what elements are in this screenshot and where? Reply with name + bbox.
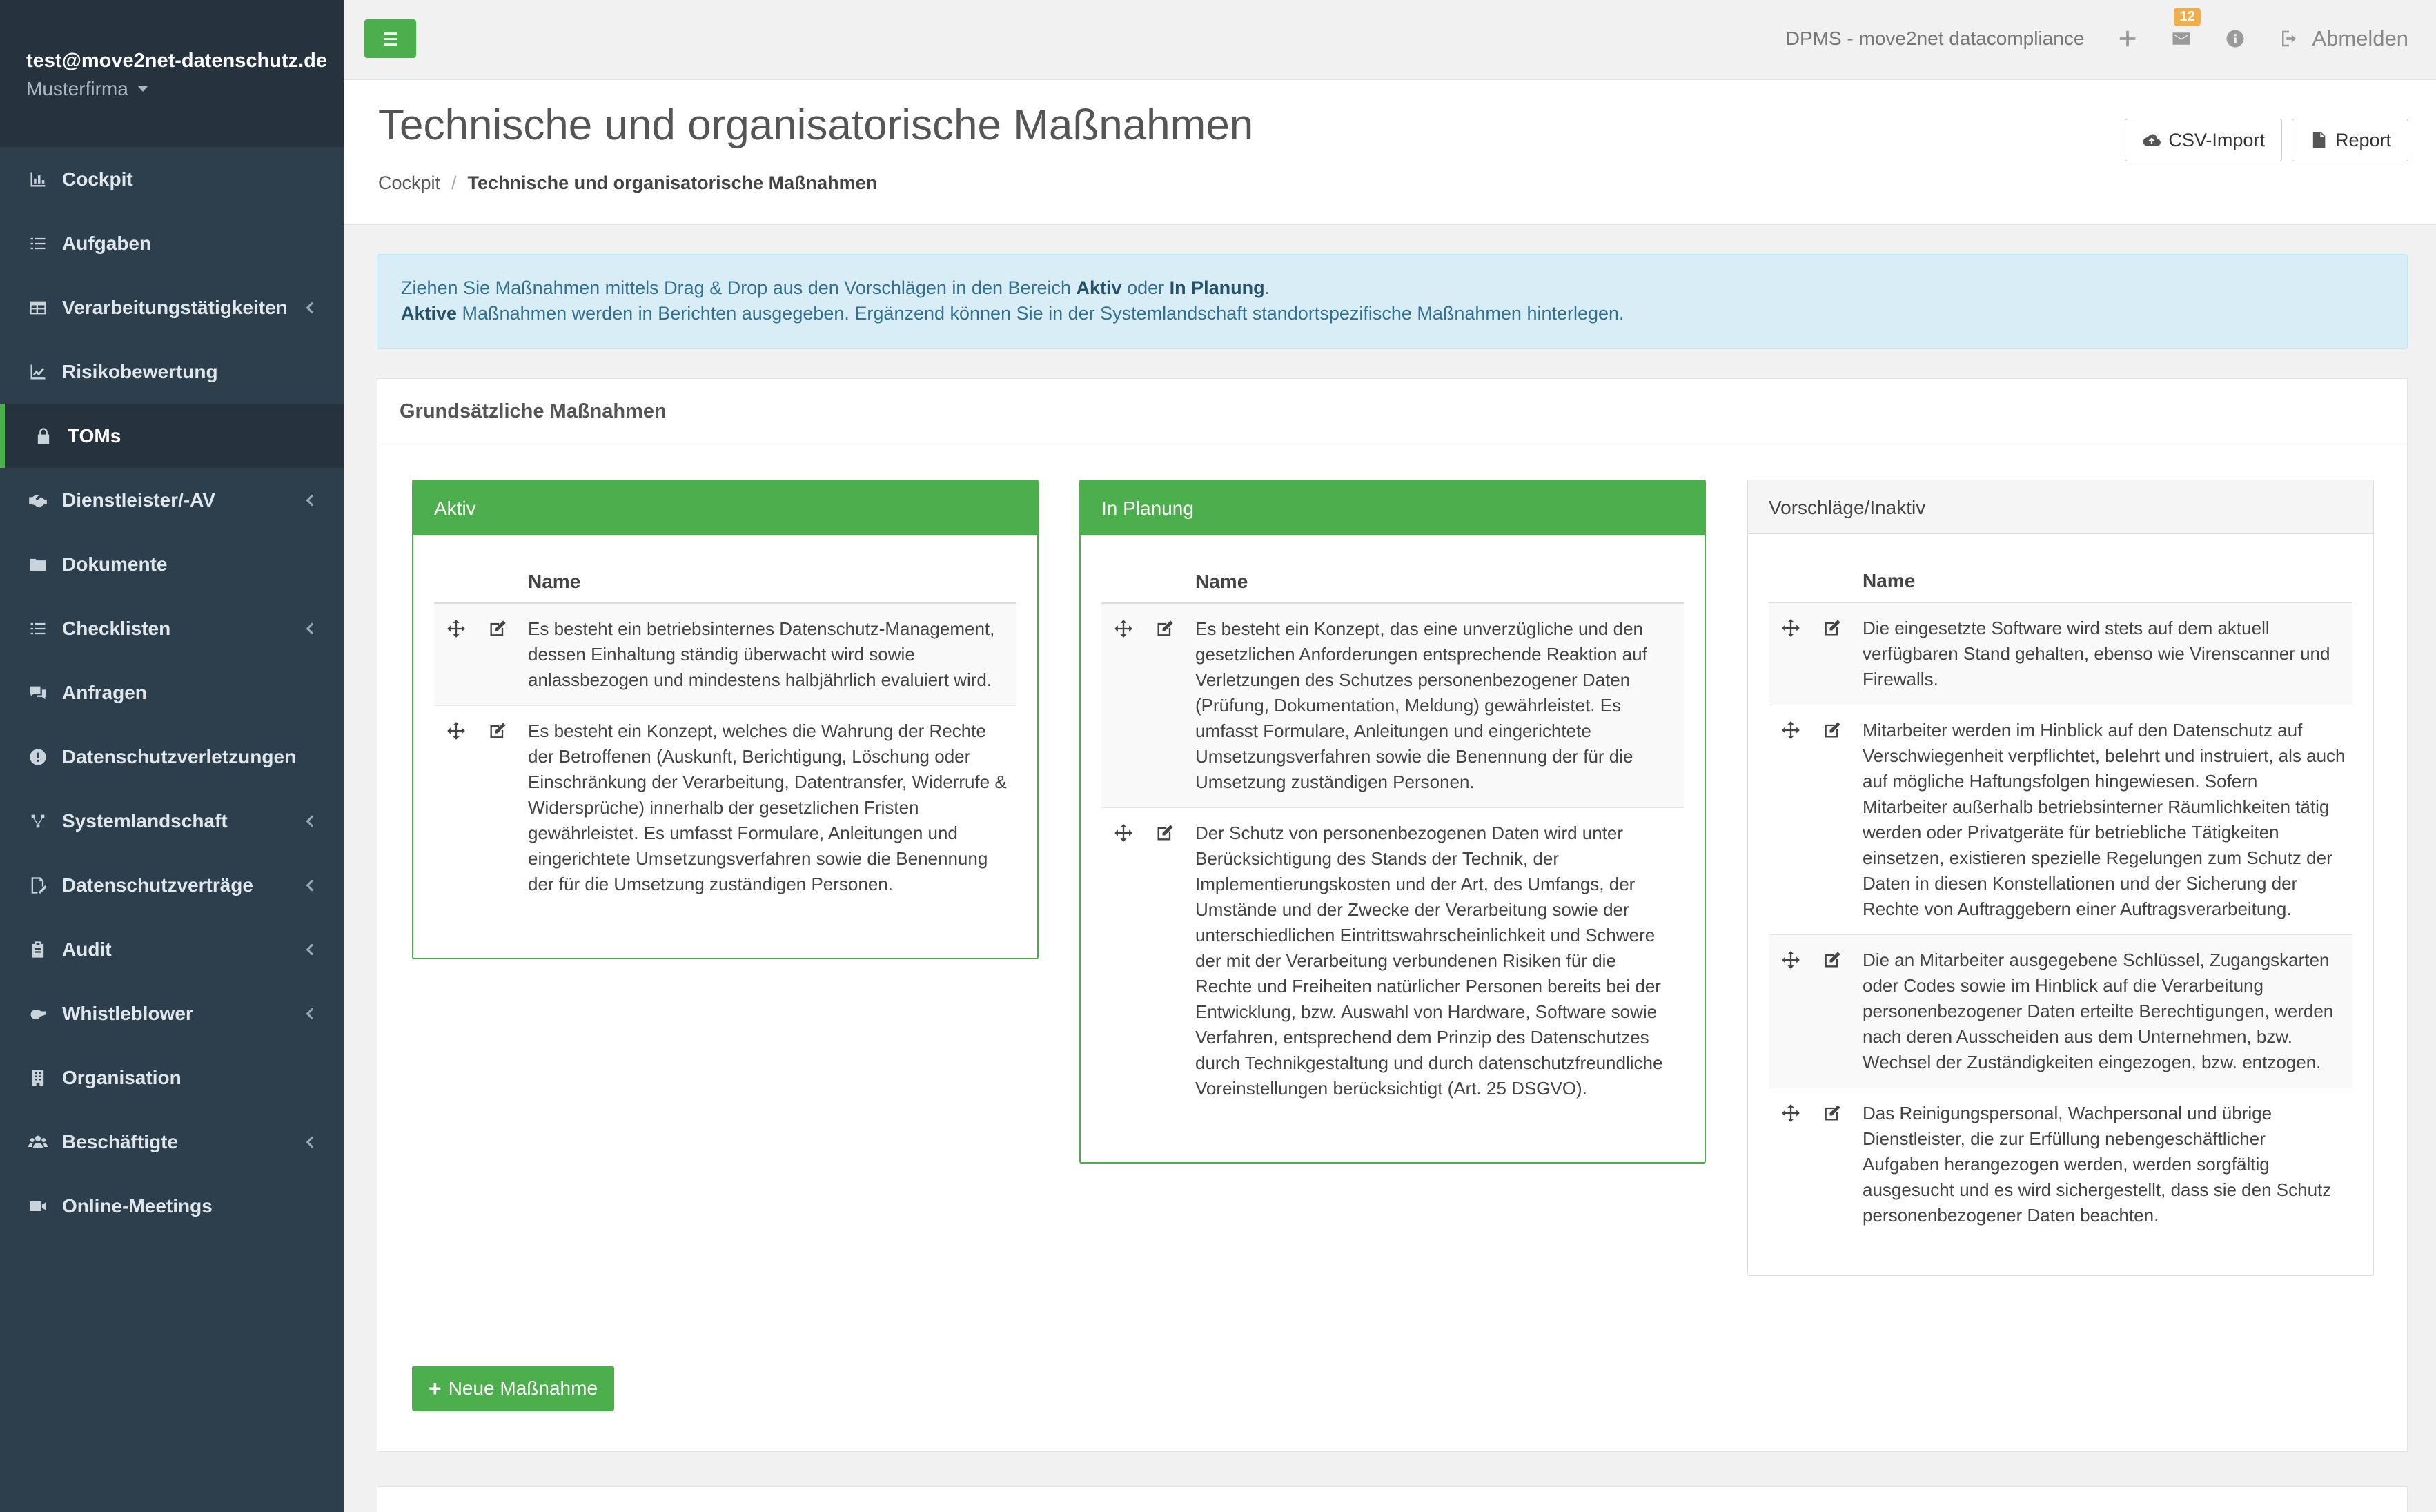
- header-buttons: [2125, 119, 2408, 161]
- measure-row[interactable]: [1769, 935, 2352, 1088]
- measure-name: Der Schutz von personenbezogenen Daten wird unter Berücksichtigung des Stands der Technik, der Implementierungskosten und der Art, des Umfangs, der Umstände und der Zwecke der Verarbeitung sowie der unterschiedlichen Eintrittswahrscheinlichkeit und Schwere der mit der Verarbeitung verbundenen Risiken für die Rechte und Freiheiten natürlicher Personen bereits bei der Entwicklung, bzw. Auswahl von Hardware, Software sowie Verfahren, entsprechend dem Prinzip des Datenschutzes durch Technikgestaltung und durch datenschutzfreundliche Voreinstellungen berücksichtigt (Art. 25 DSGVO).: [1195, 823, 1663, 1099]
- row-actions: [1769, 616, 1863, 692]
- new-measure-label: Neue Maßnahme: [448, 1377, 598, 1399]
- sidebar-item-label: Online-Meetings: [62, 1195, 213, 1217]
- chevron-left-icon: [306, 1008, 318, 1019]
- measure-row[interactable]: [1769, 1088, 2352, 1241]
- plus-icon: +: [429, 1375, 442, 1401]
- edit-icon[interactable]: [1823, 720, 1843, 741]
- chevron-left-icon: [306, 879, 318, 891]
- move-icon[interactable]: [1114, 823, 1134, 844]
- chevron-left-icon: [306, 1136, 318, 1148]
- sidebar-item-datenschutzverträge[interactable]: [0, 853, 344, 917]
- whistle-icon: [28, 1003, 48, 1024]
- company-name: Musterfirma: [26, 78, 128, 99]
- column-header-name: Name: [1769, 555, 2352, 603]
- file-pdf-icon: [2309, 130, 2328, 150]
- info-bold-aktiv: Aktiv: [1076, 277, 1122, 298]
- edit-icon[interactable]: [1823, 1103, 1843, 1124]
- measure-name: Die an Mitarbeiter ausgegebene Schlüssel, Zugangskarten oder Codes sowie im Hinblick auf die Verarbeitung personenbezogener Daten erteilte Berechtigungen, werden nach deren Ausscheiden aus dem Unternehmen, bzw. Wechsel der Zuständigkeiten eingezogen, bzw. entzogen.: [1863, 950, 2334, 1072]
- sidebar-item-label: Dienstleister/-AV: [62, 489, 215, 511]
- info-text: oder: [1121, 277, 1170, 298]
- csv-import-button[interactable]: [2125, 119, 2282, 161]
- column-header-name: Name: [1101, 556, 1684, 604]
- sidebar-item-risikobewertung[interactable]: [0, 340, 344, 404]
- info-bold-aktive: Aktive: [401, 303, 458, 324]
- sidebar-item-toms[interactable]: [0, 404, 344, 468]
- chevron-left-icon: [306, 494, 318, 506]
- row-actions: [434, 718, 528, 897]
- column-aktiv: [412, 480, 1039, 959]
- sidebar-item-label: Risikobewertung: [62, 360, 218, 382]
- sidebar-item-label: Beschäftigte: [62, 1130, 179, 1152]
- sidebar-item-aufgaben[interactable]: [0, 211, 344, 275]
- report-button[interactable]: [2292, 119, 2408, 161]
- measure-row[interactable]: [1769, 705, 2352, 935]
- video-icon: [28, 1196, 48, 1217]
- panel-title: Grundsätzliche Maßnahmen: [377, 379, 2407, 446]
- move-icon[interactable]: [1781, 720, 1802, 741]
- move-icon[interactable]: [1781, 618, 1802, 639]
- sidebar-item-label: Checklisten: [62, 617, 171, 639]
- column-title: Aktiv: [413, 481, 1037, 535]
- measure-name: Es besteht ein Konzept, welches die Wahrung der Rechte der Betroffenen (Auskunft, Berichtigung, Löschung oder Einschränkung der Verarbeitung, Datentransfer, Widerrufe & Widersprüche) innerhalb der gesetzlichen Fristen gewährleistet. Es umfasst Formulare, Anleitungen und eingerichtete Umsetzungsverfahren sowie die Benennung der für die Umsetzung zuständigen Personen.: [528, 720, 1007, 894]
- sidebar-item-anfragen[interactable]: [0, 660, 344, 725]
- sidebar-item-label: Dokumente: [62, 553, 168, 575]
- chevron-left-icon: [306, 302, 318, 313]
- sidebar-item-label: TOMs: [68, 424, 121, 446]
- company-switcher[interactable]: [26, 78, 344, 100]
- clipboard-icon: [28, 939, 48, 960]
- sidebar-item-dienstleister-av[interactable]: [0, 468, 344, 532]
- sidebar: [0, 0, 344, 1512]
- chevron-left-icon: [306, 943, 318, 955]
- app-name: DPMS - move2net datacompliance: [1785, 28, 2085, 49]
- page-title: Technische und organisatorische Maßnahmen: [378, 101, 1254, 149]
- edit-icon[interactable]: [1155, 823, 1176, 844]
- sidebar-item-whistleblower[interactable]: [0, 981, 344, 1045]
- row-actions: [1101, 616, 1195, 795]
- measure-name: Es besteht ein betriebsinternes Datenschutz-Management, dessen Einhaltung ständig überwacht wird sowie anlassbezogen und mindestens halbjährlich evaluiert wird.: [528, 618, 995, 690]
- breadcrumb-current: Technische und organisatorische Maßnahmen: [467, 173, 878, 193]
- sidebar-item-datenschutzverletzungen[interactable]: [0, 725, 344, 789]
- info-text: Maßnahmen werden in Berichten ausgegeben. Ergänzend können Sie in der Systemlandschaft standortspezifische Maßnahmen hinterlegen.: [457, 303, 1624, 324]
- mail-count-badge: 12: [2174, 8, 2200, 26]
- move-icon[interactable]: [446, 721, 467, 742]
- move-icon[interactable]: [1781, 1103, 1802, 1124]
- sidebar-item-cockpit[interactable]: [0, 147, 344, 211]
- sidebar-item-audit[interactable]: [0, 917, 344, 981]
- info-alert: [377, 254, 2408, 349]
- measure-name: Es besteht ein Konzept, das eine unverzügliche und den gesetzlichen Anforderungen entsprechende Reaktion auf Verletzungen des Schutzes personenbezogener Daten (Prüfung, Dokumentation, Meldung) gewährleistet. Es umfasst Formulare, Anleitungen und eingerichtete Umsetzungsverfahren sowie die Benennung der für die Umsetzung zuständigen Personen.: [1195, 618, 1647, 792]
- measure-table: [1101, 556, 1684, 1114]
- edit-icon[interactable]: [488, 721, 509, 742]
- sidebar-item-verarbeitungstätigkeiten[interactable]: [0, 275, 344, 340]
- measure-name: Die eingesetzte Software wird stets auf dem aktuell verfügbaren Stand gehalten, ebenso wie Virenscanner und Firewalls.: [1863, 618, 2330, 689]
- table-icon: [28, 297, 48, 318]
- sidebar-item-systemlandschaft[interactable]: [0, 789, 344, 853]
- building-icon: [28, 1068, 48, 1088]
- lock-icon: [33, 426, 54, 446]
- sidebar-item-online-meetings[interactable]: [0, 1174, 344, 1238]
- column-vorschl-ge-inaktiv: [1747, 480, 2374, 1276]
- chevron-left-icon: [306, 622, 318, 634]
- measure-name: Das Reinigungspersonal, Wachpersonal und übrige Dienstleister, die zur Erfüllung nebengeschäftlicher Aufgaben herangezogen werden, werden sorgfältig ausgesucht und es wird sichergestellt, dass sie den Schutz personenbezogener Daten beachten.: [1863, 1103, 2332, 1226]
- comments-icon: [28, 683, 48, 703]
- row-actions: [1769, 718, 1863, 922]
- info-icon[interactable]: [2225, 28, 2246, 49]
- line-chart-icon: [28, 362, 48, 382]
- column-header-name: Name: [434, 556, 1016, 604]
- chart-icon: [28, 169, 48, 190]
- breadcrumb-separator: /: [451, 173, 457, 193]
- measure-row[interactable]: [1101, 604, 1684, 808]
- bottom-panel: [377, 1486, 2408, 1512]
- edit-icon[interactable]: [1823, 950, 1843, 971]
- folder-icon: [28, 554, 48, 575]
- info-line-1: [401, 275, 2384, 301]
- sidebar-nav: [0, 147, 344, 1238]
- measure-name: Mitarbeiter werden im Hinblick auf den Datenschutz auf Verschwiegenheit verpflichtet, belehrt und instruiert, als auch auf mögliche Haftungsfolgen hingewiesen. Sofern Mitarbeiter außerhalb betriebsinterner Räumlichkeiten tätig werden oder Privatgeräte für betriebliche Tätigkeiten einsetzen, existieren spezielle Regelungen zum Schutz der Daten in diesen Konstellationen und der Sicherung der Rechte von Auftraggebern einer Auftragsverarbeitung.: [1863, 720, 2346, 919]
- contract-icon: [28, 875, 48, 896]
- sidebar-item-organisation[interactable]: [0, 1045, 344, 1110]
- plus-icon[interactable]: [2117, 28, 2138, 49]
- sidebar-item-label: Anfragen: [62, 681, 147, 703]
- move-icon[interactable]: [1114, 619, 1134, 640]
- cloud-upload-icon: [2142, 130, 2161, 150]
- csv-import-label: CSV-Import: [2168, 129, 2265, 150]
- alert-icon: [28, 747, 48, 767]
- sidebar-item-checklisten[interactable]: [0, 596, 344, 660]
- menu-toggle-button[interactable]: [364, 19, 416, 58]
- sidebar-item-label: Datenschutzverträge: [62, 874, 253, 896]
- measure-row[interactable]: [1101, 808, 1684, 1114]
- sidebar-item-label: Organisation: [62, 1066, 181, 1088]
- move-icon[interactable]: [1781, 950, 1802, 971]
- column-title: In Planung: [1081, 481, 1705, 535]
- page-header: [344, 80, 2436, 225]
- sidebar-item-label: Audit: [62, 938, 112, 960]
- handshake-icon: [28, 490, 48, 511]
- sidebar-item-label: Cockpit: [62, 168, 133, 190]
- sidebar-item-dokumente[interactable]: [0, 532, 344, 596]
- edit-icon[interactable]: [488, 619, 509, 640]
- column-title: Vorschläge/Inaktiv: [1748, 480, 2373, 534]
- logout-label: Abmelden: [2312, 26, 2408, 50]
- logout-link[interactable]: [2279, 26, 2408, 51]
- info-bold-in-planung: In Planung: [1169, 277, 1265, 298]
- breadcrumb: [378, 173, 877, 194]
- info-line-2: [401, 301, 2384, 326]
- sidebar-item-label: Whistleblower: [62, 1002, 193, 1024]
- info-text: Ziehen Sie Maßnahmen mittels Drag & Drop aus den Vorschlägen in den Bereich: [401, 277, 1077, 298]
- topbar: [344, 0, 2436, 80]
- breadcrumb-cockpit[interactable]: Cockpit: [378, 173, 441, 193]
- edit-icon[interactable]: [1823, 618, 1843, 639]
- measure-table: [1769, 555, 2352, 1241]
- logout-icon: [2279, 28, 2299, 49]
- sidebar-item-beschäftigte[interactable]: [0, 1110, 344, 1174]
- users-icon: [28, 1132, 48, 1152]
- network-icon: [28, 811, 48, 832]
- mail-icon[interactable]: [2171, 9, 2195, 49]
- caret-down-icon: [138, 86, 148, 92]
- move-icon[interactable]: [446, 619, 467, 640]
- topbar-right: [1786, 0, 2408, 77]
- sidebar-item-label: Verarbeitungstätigkeiten: [62, 296, 288, 318]
- user-block: [0, 0, 344, 147]
- measure-row[interactable]: [434, 706, 1016, 910]
- new-measure-button[interactable]: [412, 1366, 614, 1411]
- row-actions: [1769, 948, 1863, 1075]
- row-actions: [1101, 821, 1195, 1101]
- user-email: test@move2net-datenschutz.de: [26, 50, 327, 72]
- sidebar-item-label: Datenschutzverletzungen: [62, 745, 297, 767]
- measure-row[interactable]: [434, 604, 1016, 706]
- list-icon: [28, 618, 48, 639]
- column-in-planung: [1079, 480, 1706, 1164]
- edit-icon[interactable]: [1155, 619, 1176, 640]
- row-actions: [1769, 1101, 1863, 1228]
- sidebar-item-label: Systemlandschaft: [62, 809, 228, 832]
- info-text: .: [1264, 277, 1270, 298]
- list-icon: [28, 233, 48, 254]
- row-actions: [434, 616, 528, 693]
- sidebar-item-label: Aufgaben: [62, 232, 152, 254]
- measure-row[interactable]: [1769, 603, 2352, 705]
- report-label: Report: [2335, 129, 2391, 150]
- measures-panel: [377, 378, 2408, 1452]
- chevron-left-icon: [306, 815, 318, 827]
- measure-table: [434, 556, 1016, 910]
